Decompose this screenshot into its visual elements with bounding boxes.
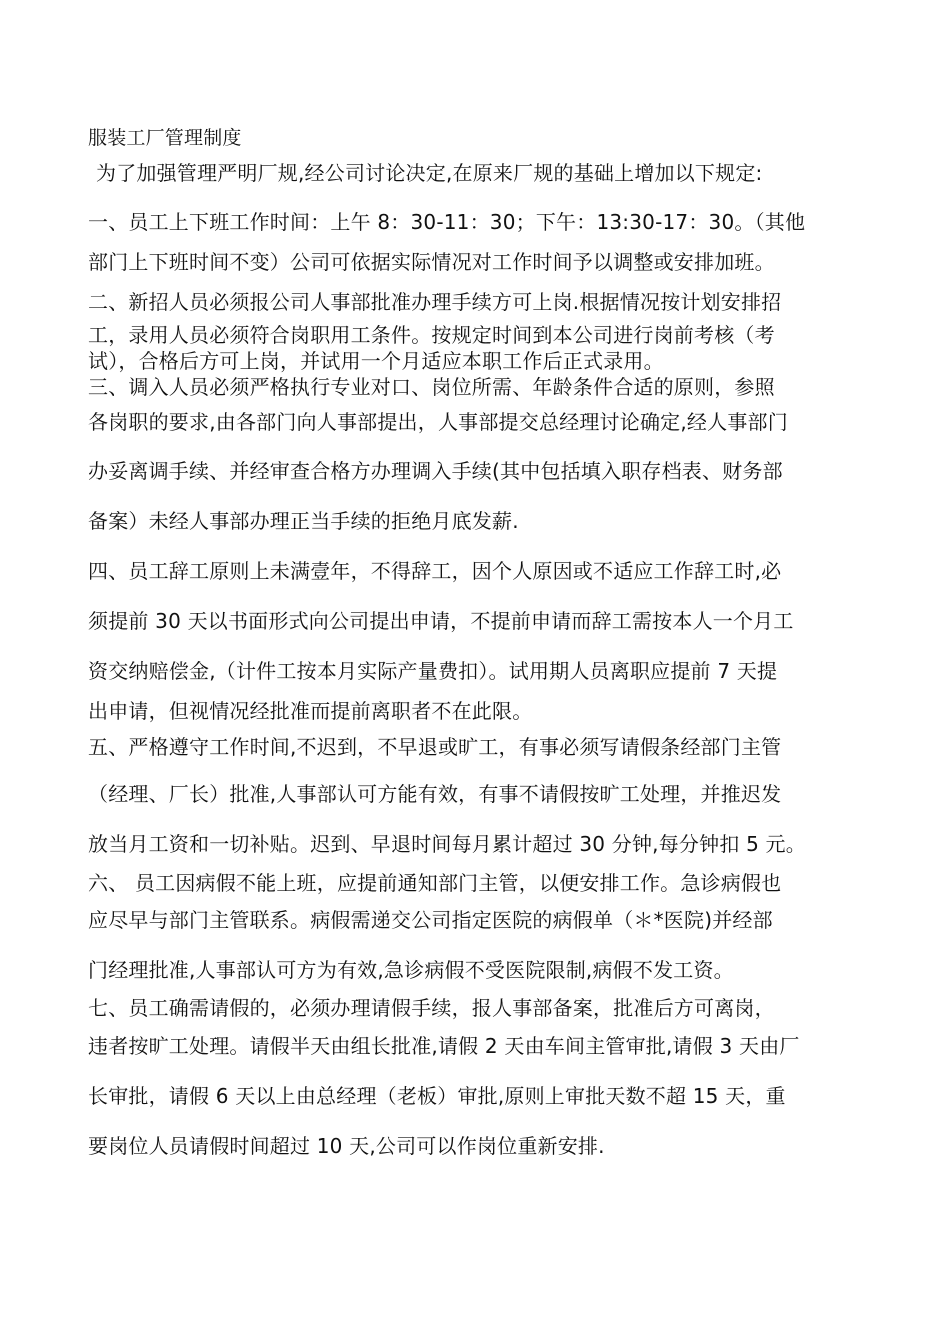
- text-line: 须提前 30 天以书面形式向公司提出申请，不提前申请而辞工需按本人一个月工: [88, 609, 794, 633]
- text-line: 资交纳赔偿金,（计件工按本月实际产量费扣）。试用期人员离职应提前 7 天提: [88, 659, 778, 683]
- document-title: 服装工厂管理制度: [88, 127, 242, 149]
- text-line: 部门上下班时间不变）公司可依据实际情况对工作时间予以调整或安排加班。: [88, 250, 775, 274]
- text-line: 要岗位人员请假时间超过 10 天,公司可以作岗位重新安排.: [88, 1134, 605, 1158]
- text-line: 备案）未经人事部办理正当手续的拒绝月底发薪.: [88, 509, 519, 533]
- text-line: 办妥离调手续、并经审查合格方办理调入手续(其中包括填入职存档表、财务部: [88, 459, 783, 483]
- text-line: 五、严格遵守工作时间,不迟到，不早退或旷工，有事必须写请假条经部门主管: [88, 735, 782, 759]
- text-line: 应尽早与部门主管联系。病假需递交公司指定医院的病假单（＊*医院)并经部: [88, 908, 773, 932]
- text-line: 门经理批准,人事部认可方为有效,急诊病假不受医院限制,病假不发工资。: [88, 958, 734, 982]
- text-line: 六、 员工因病假不能上班，应提前通知部门主管，以便安排工作。急诊病假也: [88, 871, 782, 895]
- text-line: 出申请，但视情况经批准而提前离职者不在此限。: [88, 699, 533, 723]
- text-line: （经理、厂长）批准,人事部认可方能有效，有事不请假按旷工处理，并推迟发: [88, 782, 782, 806]
- text-line: 三、调入人员必须严格执行专业对口、岗位所需、年龄条件合适的原则，参照: [88, 375, 775, 399]
- text-line: 四、员工辞工原则上未满壹年，不得辞工，因个人原因或不适应工作辞工时,必: [88, 559, 782, 583]
- text-line: 放当月工资和一切补贴。迟到、早退时间每月累计超过 30 分钟,每分钟扣 5 元。: [88, 832, 806, 856]
- text-line: 二、新招人员必须报公司人事部批准办理手续方可上岗.根据情况按计划安排招: [88, 290, 782, 314]
- text-line: 七、员工确需请假的，必须办理请假手续，报人事部备案，批准后方可离岗，: [88, 996, 775, 1020]
- text-line: 试），合格后方可上岗，并试用一个月适应本职工作后正式录用。: [88, 349, 664, 373]
- text-line: 违者按旷工处理。请假半天由组长批准,请假 2 天由车间主管审批,请假 3 天由厂: [88, 1034, 800, 1058]
- text-line: 各岗职的要求,由各部门向人事部提出，人事部提交总经理讨论确定,经人事部门: [88, 410, 788, 434]
- text-line: 长审批，请假 6 天以上由总经理（老板）审批,原则上审批天数不超 15 天，重: [88, 1084, 786, 1108]
- text-line: 工，录用人员必须符合岗职用工条件。按规定时间到本公司进行岗前考核（考: [88, 323, 775, 347]
- document-intro: 为了加强管理严明厂规,经公司讨论决定,在原来厂规的基础上增加以下规定:: [96, 161, 763, 185]
- text-line: 一、员工上下班工作时间：上午 8：30-11：30；下午：13:30-17：30。（其他: [88, 210, 806, 234]
